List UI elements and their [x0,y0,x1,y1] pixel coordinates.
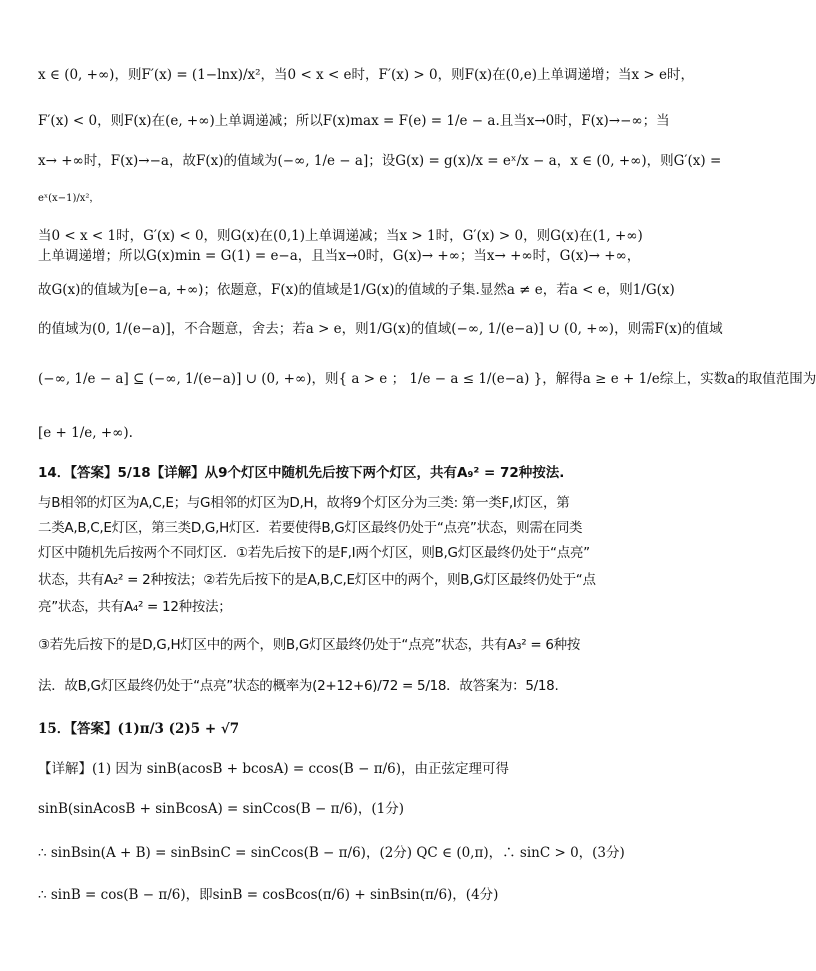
text-line: 灯区中随机先后按两个不同灯区．①若先后按下的是F,I两个灯区，则B,G灯区最终仍处于“点亮” [38,545,590,561]
text-line: eˣ(x−1)/x²， [38,193,100,204]
text-line: 上单调递增；所以G(x)min = G(1) = e−a，且当x→0时，G(x)→ +∞；当x→ +∞时，G(x)→ +∞， [38,248,641,264]
answer-14-header: 14．【答案】5/18【详解】从9个灯区中随机先后按下两个灯区，共有A₉² = 72种按法. [38,465,565,481]
text-line: [e + 1/e, +∞). [38,425,133,441]
text-line: x ∈ (0, +∞)，则F′(x) = (1−lnx)/x²，当0 < x < e时，F′(x) > 0，则F(x)在(0,e)上单调递增；当x > e时， [38,67,695,83]
text-line: x→ +∞时，F(x)→−a，故F(x)的值域为(−∞, 1/e − a]；设G(x) = g(x)/x = eˣ/x − a，x ∈ (0, +∞)，则G′(x) = [38,153,722,169]
answer-15-header: 15．【答案】(1)π/3 (2)5 + √7 [38,721,240,737]
text-line: 的值域为(0, 1/(e−a)]，不合题意，舍去；若a > e，则1/G(x)的值域(−∞, 1/(e−a)] ∪ (0, +∞)，则需F(x)的值域 [38,321,723,337]
text-line: ③若先后按下的是D,G,H灯区中的两个，则B,G灯区最终仍处于“点亮”状态，共有A₃² = 6种按 [38,637,581,653]
text-line: (−∞, 1/e − a] ⊆ (−∞, 1/(e−a)] ∪ (0, +∞)，则{ a > e ； 1/e − a ≤ 1/(e−a) }，解得a ≥ e + 1/e综上，实数a的取值范围为 [38,371,816,387]
text-line: 二类A,B,C,E灯区，第三类D,G,H灯区．若要使得B,G灯区最终仍处于“点亮”状态，则需在同类 [38,520,583,536]
text-line: 状态，共有A₂² = 2种按法；②若先后按下的是A,B,C,E灯区中的两个，则B,G灯区最终仍处于“点 [38,572,596,588]
text-line: 【详解】(1) 因为 sinB(acosB + bcosA) = ccos(B − π/6)，由正弦定理可得 [38,761,510,777]
text-line: ∴ sinBsin(A + B) = sinBsinC = sinCcos(B − π/6)，(2分) QC ∈ (0,π)，∴ sinC > 0，(3分) [38,845,625,861]
text-line: 当0 < x < 1时，G′(x) < 0，则G(x)在(0,1)上单调递减；当x > 1时，G′(x) > 0，则G(x)在(1, +∞) [38,228,643,244]
text-line: F′(x) < 0，则F(x)在(e, +∞)上单调递减；所以F(x)max = F(e) = 1/e − a.且当x→0时，F(x)→−∞；当 [38,113,670,129]
text-line: 法．故B,G灯区最终仍处于“点亮”状态的概率为(2+12+6)/72 = 5/18．故答案为：5/18. [38,678,559,694]
text-line: 亮”状态，共有A₄² = 12种按法； [38,599,232,615]
text-line: ∴ sinB = cos(B − π/6)，即sinB = cosBcos(π/6) + sinBsin(π/6)，(4分) [38,887,499,903]
text-line: sinB(sinAcosB + sinBcosA) = sinCcos(B − π/6)，(1分) [38,801,405,817]
text-line: 故G(x)的值域为[e−a, +∞)；依题意，F(x)的值域是1/G(x)的值域的子集.显然a ≠ e，若a < e，则1/G(x) [38,282,675,298]
text-line: 与B相邻的灯区为A,C,E；与G相邻的灯区为D,H，故将9个灯区分为三类: 第一类F,I灯区，第 [38,495,570,511]
